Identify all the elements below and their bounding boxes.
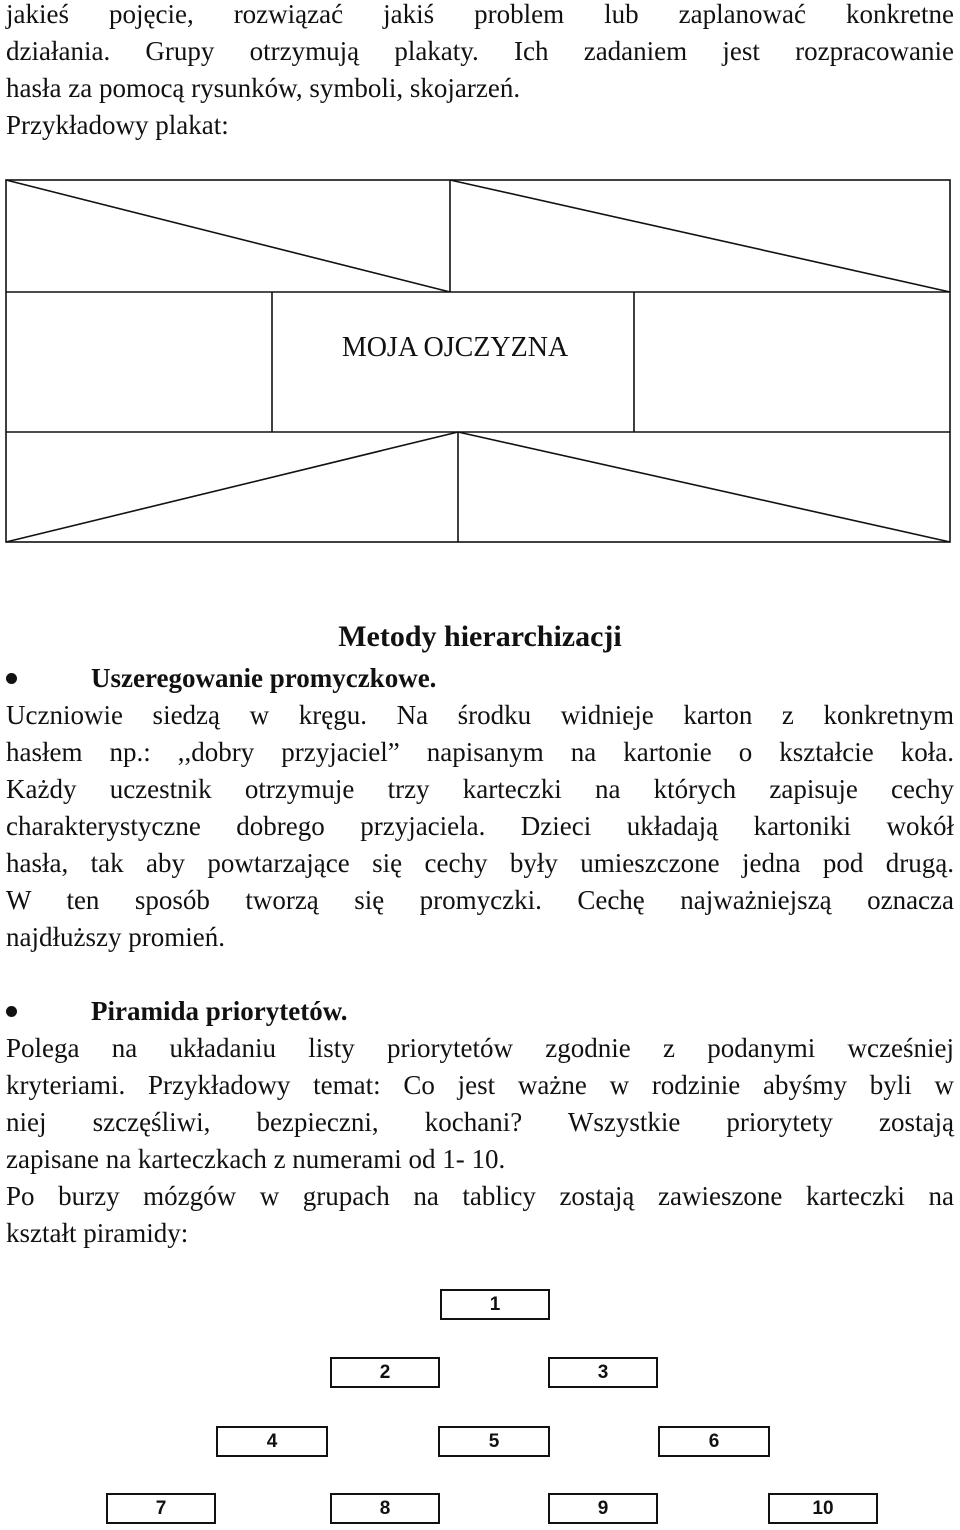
method-2-title: Piramida priorytetów. — [91, 996, 348, 1026]
method-2-line-4: zapisane na karteczkach z numerami od 1- 10. — [6, 1144, 506, 1174]
method-1-title: Uszeregowanie promyczkowe. — [91, 663, 437, 693]
intro-line-1: jakieś pojęcie, rozwiązać jakiś problem lub zaplanować konkretne — [6, 0, 954, 29]
poster-label: MOJA OJCZYZNA — [341, 332, 569, 363]
intro-line-2: działania. Grupy otrzymują plakaty. Ich zadaniem jest rozpracowanie — [6, 36, 954, 66]
poster-bottom-right-diagonal — [458, 432, 950, 542]
priority-card-2: 2 — [330, 1357, 440, 1388]
priority-card-10: 10 — [768, 1493, 878, 1524]
section-heading: Metody hierarchizacji — [338, 620, 622, 653]
poster-top-left-diagonal — [6, 180, 450, 292]
intro-line-4: Przykładowy plakat: — [6, 110, 229, 140]
bullet-icon — [6, 1006, 17, 1017]
method-2-line-5: Po burzy mózgów w grupach na tablicy zostają zawieszone karteczki na — [6, 1181, 954, 1211]
method-1-line-1: Uczniowie siedzą w kręgu. Na środku widnieje karton z konkretnym — [6, 700, 954, 730]
priority-card-3: 3 — [548, 1357, 658, 1388]
poster-diagram — [0, 0, 960, 560]
bullet-icon — [6, 673, 17, 684]
priority-card-6: 6 — [658, 1426, 770, 1457]
poster-bottom-left-diagonal — [6, 432, 458, 542]
priority-card-4: 4 — [216, 1426, 328, 1457]
priority-card-7: 7 — [106, 1493, 216, 1524]
method-2-line-2: kryteriami. Przykładowy temat: Co jest ważne w rodzinie abyśmy byli w — [6, 1070, 954, 1100]
method-1-line-7: najdłuższy promień. — [6, 922, 225, 952]
intro-line-3: hasła za pomocą rysunków, symboli, skojarzeń. — [6, 73, 521, 103]
poster-top-right-diagonal — [450, 180, 950, 292]
method-2-line-3: niej szczęśliwi, bezpieczni, kochani? Wszystkie priorytety zostają — [6, 1107, 954, 1137]
priority-card-1: 1 — [440, 1289, 550, 1320]
method-1-line-2: hasłem np.: ,,dobry przyjaciel” napisanym na kartonie o kształcie koła. — [6, 737, 954, 767]
method-2-line-1: Polega na układaniu listy priorytetów zgodnie z podanymi wcześniej — [6, 1033, 954, 1063]
method-2-line-6: kształt piramidy: — [6, 1218, 189, 1248]
method-1-line-6: W ten sposób tworzą się promyczki. Cechę najważniejszą oznacza — [6, 885, 954, 915]
method-1-line-4: charakterystyczne dobrego przyjaciela. Dzieci układają kartoniki wokół — [6, 811, 954, 841]
priority-card-8: 8 — [330, 1493, 440, 1524]
method-1-line-3: Każdy uczestnik otrzymuje trzy karteczki na których zapisuje cechy — [6, 774, 954, 804]
priority-card-5: 5 — [438, 1426, 550, 1457]
priority-card-9: 9 — [548, 1493, 658, 1524]
method-1-line-5: hasła, tak aby powtarzające się cechy były umieszczone jedna pod drugą. — [6, 848, 954, 878]
